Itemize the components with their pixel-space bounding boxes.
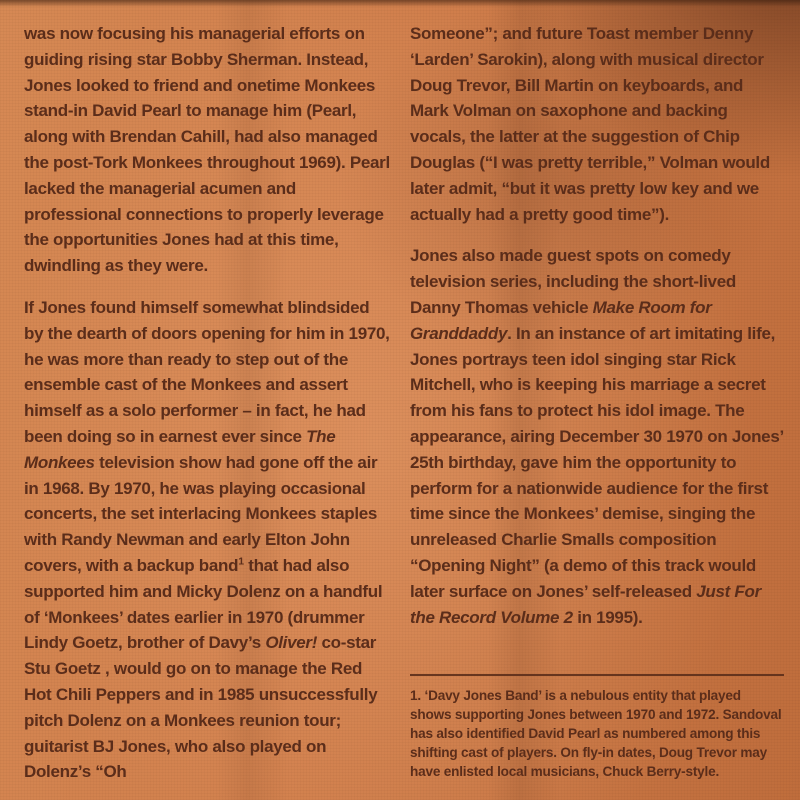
footnote-text: 1. ‘Davy Jones Band’ is a nebulous entity that played shows supporting Jones between 1970 and 1972. Sandoval has also identified David Pearl as numbered among this shifting cast of players. On fly-in dates, Doug Trevor may have enlisted local musicians, Chuck Berry-style. (410, 688, 782, 780)
paragraph-left-1: was now focusing his managerial efforts on guiding rising star Bobby Sherman. Instead, Jones looked to friend and onetime Monkees stand-in David Pearl to manage him (Pearl, along with Brendan Cahill, had also managed the post-Tork Monkees throughout 1969). Pearl lacked the managerial acumen and professional connections to properly leverage the opportunities Jones had at this time, dwindling as they were. (24, 24, 390, 276)
paragraph-right-1: Someone”; and future Toast member Denny ‘Larden’ Sarokin), along with musical director Doug Trevor, Bill Martin on keyboards, and Mark Volman on saxophone and backing vocals, the latter at the suggestion of Chip Douglas (“I was pretty terrible,” Volman would later admit, “but it was pretty low key and we actually had a pretty good time”). (410, 24, 770, 224)
right-column (410, 21, 784, 781)
paragraph-left-2: If Jones found himself somewhat blindsided by the dearth of doors opening for him in 1970, he was more than ready to step out of the ensemble cast of the Monkees and assert himself as a solo performer – in fact, he had been doing so in earnest ever since The Monkees television show had gone off the air in 1968. By 1970, he was playing occasional concerts, the set interlacing Monkees staples with Randy Newman and early Elton John covers, with a backup band$^1$ that had also supported him and Micky Dolenz on a handful of ‘Monkees’ dates earlier in 1970 (drummer Lindy Goetz, brother of Davy’s Oliver! co-star Stu Goetz , would go on to manage the Red Hot Chili Peppers and in 1985 unsuccessfully pitch Dolenz on a Monkees reunion tour; guitarist BJ Jones, who also played on Dolenz’s “Oh (24, 297, 390, 782)
paragraph-right-2: Jones also made guest spots on comedy television series, including the short-lived Danny Thomas vehicle Make Room for Granddaddy. In an instance of art imitating life, Jones portrays teen idol singing star Rick Mitchell, who is keeping his marriage a secret from his fans to protect his idol image. The appearance, airing December 30 1970 on Jones’ 25th birthday, gave him the opportunity to perform for a nationwide audience for the first time since the Monkees’ demise, singing the unreleased Charlie Smalls composition “Opening Night” (a demo of this track would later surface on Jones’ self-released Just For the Record Volume 2 in 1995). (410, 246, 783, 627)
footnote-divider (410, 674, 784, 676)
left-column (24, 21, 390, 800)
